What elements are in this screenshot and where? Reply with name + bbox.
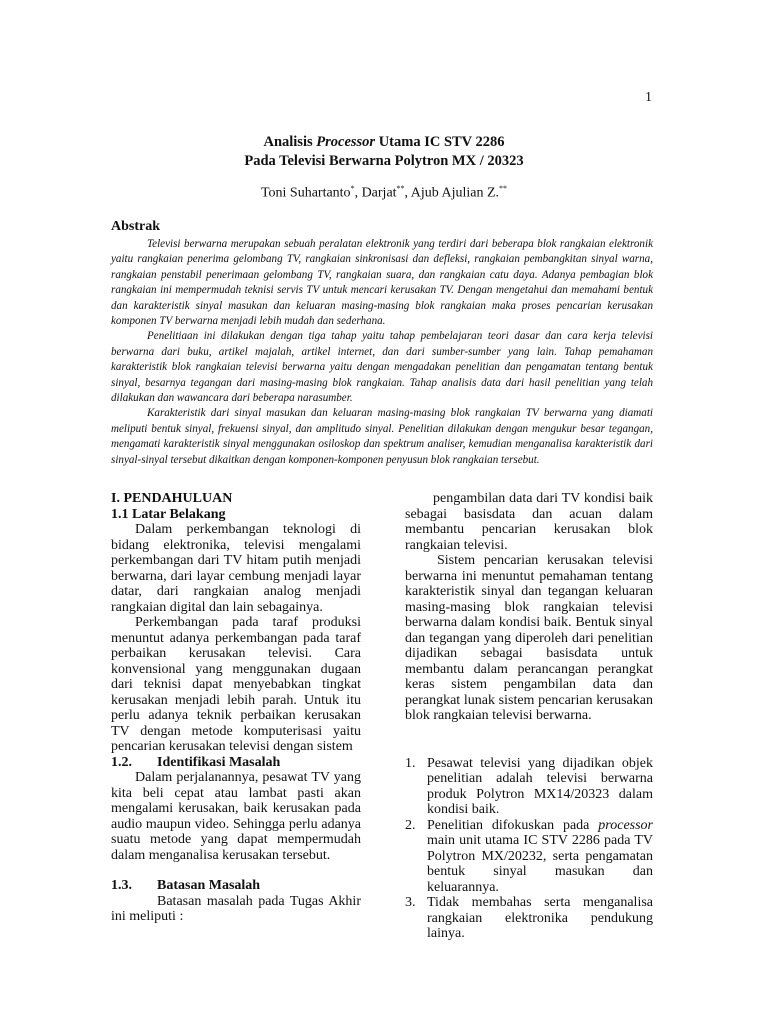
- author-1: Toni Suhartanto: [260, 185, 351, 201]
- body-paragraph: Dalam perkembangan teknologi di bidang elektronika, televisi mengalami perkembangan dari TV hitam putih menjadi berwarna, dari layar cembung menjadi layar datar, dari rangkaian analog menjadi rangkaian digital dan lain sebagainya.: [111, 522, 361, 615]
- list-number: 3.: [405, 895, 416, 910]
- author-list: [0, 184, 768, 202]
- right-column: [405, 491, 653, 942]
- author-3-mark: **: [499, 184, 508, 193]
- list-text-post: main unit utama IC STV 2286 pada TV Polytron MX/20232, serta pengamatan bentuk sinyal masukan dan keluarannya.: [427, 833, 653, 895]
- paper-title: [0, 133, 768, 171]
- spacer: [111, 863, 361, 878]
- subsection-heading-batasan: [111, 878, 361, 894]
- list-text: Tidak membahas serta menganalisa rangkaian elektronika pendukung lainya.: [427, 895, 653, 941]
- body-paragraph: pengambilan data dari TV kondisi baik sebagai basisdata dan acuan dalam membantu pencarian kerusakan blok rangkaian televisi.: [405, 491, 653, 553]
- author-2: , Darjat: [354, 185, 397, 201]
- subsection-heading-identifikasi: [111, 755, 361, 771]
- subsection-number: 1.3.: [111, 878, 132, 893]
- list-number: 1.: [405, 755, 416, 771]
- scope-list: [405, 756, 653, 942]
- body-paragraph: Sistem pencarian kerusakan televisi berwarna ini menuntut pemahaman tentang karakteristik sinyal dan tegangan keluaran masing-masing blok rangkaian televisi berwarna dalam kondisi baik. Bentuk sinyal dan tegangan yang diperoleh dari penelitian dijadikan sebagai basisdata untuk membantu dalam perancangan perangkat keras sistem pengambilan data dan perangkat lunak sistem pencarian kerusakan blok rangkaian televisi berwarna.: [405, 553, 653, 723]
- title-line-1-pre: Analisis: [263, 134, 317, 150]
- abstract-heading: Abstrak: [111, 219, 161, 234]
- page-number: 1: [645, 90, 652, 105]
- subsection-number: 1.2.: [111, 754, 132, 770]
- spacer: [405, 724, 653, 756]
- list-text-pre: Penelitian difokuskan pada: [427, 817, 599, 833]
- body-paragraph: Dalam perjalanannya, pesawat TV yang kita beli cepat atau lambat pasti akan mengalami kerusakan, baik kerusakan pada audio maupun video. Sehingga perlu adanya suatu metode yang dapat mempermudah dalam menganalisa kerusakan tersebut.: [111, 770, 361, 863]
- subsection-title: Batasan Masalah: [157, 878, 261, 893]
- list-number: 2.: [405, 817, 416, 833]
- left-column: [111, 491, 361, 925]
- list-text: Pesawat televisi yang dijadikan objek penelitian adalah televisi berwarna produk Polytron MX14/20323 dalam kondisi baik.: [427, 755, 653, 817]
- section-heading-pendahuluan: I. PENDAHULUAN: [111, 491, 233, 506]
- list-text-italic: processor: [598, 817, 653, 833]
- list-item: [405, 818, 653, 896]
- body-paragraph: Perkembangan pada taraf produksi menuntut adanya perkembangan pada taraf perbaikan kerusakan televisi. Cara konvensional yang menggunakan dugaan dari teknisi dapat menyebabkan tingkat kerusakan menjadi lebih parah. Untuk itu perlu adanya teknik perbaikan kerusakan TV dengan metode komputerisasi yaitu pencarian kerusakan televisi dengan sistem: [111, 615, 361, 754]
- abstract-paragraph-2: Penelitiaan ini dilakukan dengan tiga tahap yaitu tahap pembelajaran teori dasar dan cara kerja televisi berwarna dari buku, artikel majalah, artikel internet, dan dari sumber-sumber yang lain. Tahap pemahaman karakteristik blok rangkaian televisi berwarna yaitu dengan mengadakan penelitian dan pengamatan tentang bentuk sinyal, besarnya tegangan dari masing-masing blok rangkaian. Tahap analisis data dari hasil penelitian yang telah dilakukan dan wawancara dari beberapa narasumber.: [111, 330, 653, 405]
- author-1-mark: *: [350, 184, 355, 193]
- author-2-mark: **: [396, 184, 405, 193]
- title-line-2: Pada Televisi Berwarna Polytron MX / 20323: [244, 153, 524, 169]
- abstract-paragraph-1: Televisi berwarna merupakan sebuah peralatan elektronik yang terdiri dari beberapa blok rangkaian elektronik yaitu rangkaian penerima gelombang TV, rangkaian sinkronisasi dan defleksi, rangkaian pembangkitan sinyal warna, rangkaian penstabil penerimaan gelombang TV, rangkaian suara, dan rangkaian catu daya. Adanya pembagian blok rangkaian ini mempermudah teknisi servis TV untuk mencari kerusakan TV. Dengan mengetahui dan memahami bentuk dan karakteristik sinyal masukan dan keluaran masing-masing blok rangkaian maka proses pencarian kerusakan komponen TV berwarna menjadi lebih mudah dan sederhana.: [111, 238, 653, 328]
- list-item: [405, 756, 653, 818]
- body-paragraph: Batasan masalah pada Tugas Akhir ini meliputi :: [111, 893, 361, 924]
- abstract-body: [111, 237, 653, 468]
- title-line-1-post: Utama IC STV 2286: [375, 134, 505, 150]
- title-line-1: [0, 133, 768, 152]
- list-item: [405, 895, 653, 942]
- author-3: , Ajub Ajulian Z.: [404, 185, 500, 201]
- subsection-title: Identifikasi Masalah: [157, 754, 281, 770]
- abstract-paragraph-3: Karakteristik dari sinyal masukan dan keluaran masing-masing blok rangkaian TV berwarna yang diamati meliputi bentuk sinyal, frekuensi sinyal, dan amplitudo sinyal. Penelitian dilakukan dengan mengukur besar tegangan, mengamati karakteristik sinyal menggunakan osiloskop dan spektrum analiser, kemudian menganalisa karakteristik dari sinyal-sinyal tersebut dikaitkan dengan komponen-komponen penyusun blok rangkaian tersebut.: [111, 407, 653, 466]
- title-line-1-italic: Processor: [316, 134, 376, 150]
- subsection-heading-latar-belakang: 1.1 Latar Belakang: [111, 506, 226, 522]
